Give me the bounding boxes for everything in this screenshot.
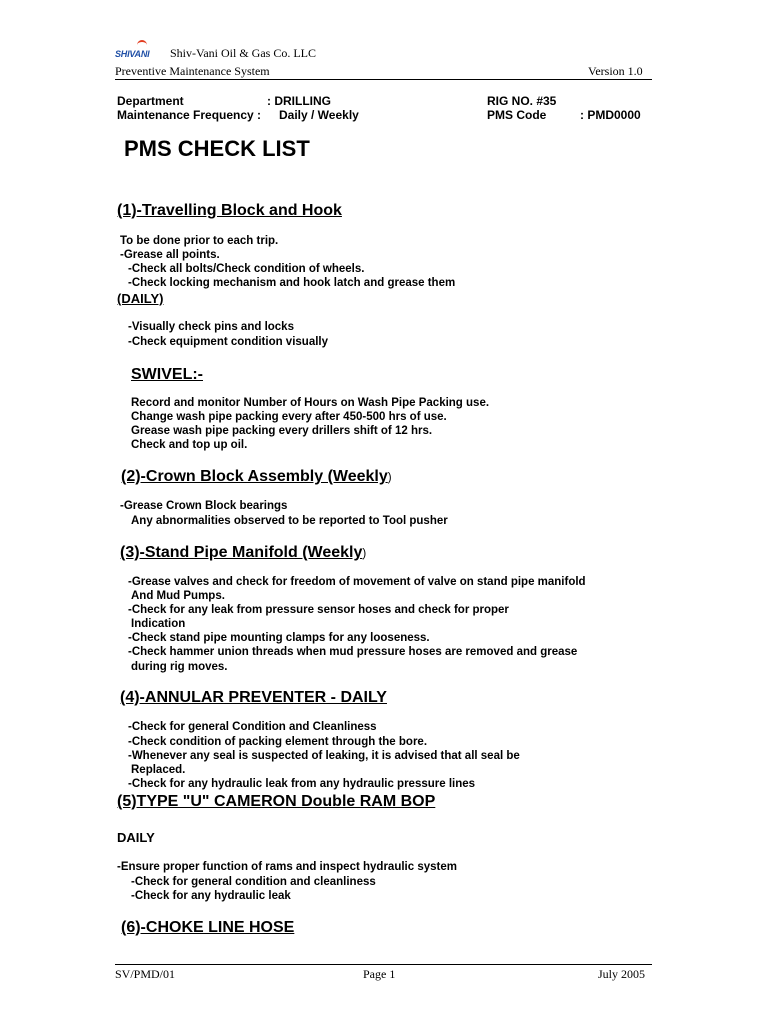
section-2-paren: )	[387, 472, 392, 484]
rig-number: RIG NO. #35	[487, 94, 557, 108]
section-4-heading: (4)-ANNULAR PREVENTER - DAILY	[120, 689, 387, 706]
company-name: Shiv-Vani Oil & Gas Co. LLC	[170, 46, 316, 60]
page-title: PMS CHECK LIST	[124, 136, 310, 161]
company-logo	[115, 44, 149, 58]
pms-code-label: PMS Code	[487, 108, 547, 122]
s3-line-6: -Check hammer union threads when mud pressure hoses are removed and grease	[128, 646, 578, 658]
s3-line-3: -Check for any leak from pressure sensor hoses and check for proper	[128, 604, 509, 616]
s3-line-5: -Check stand pipe mounting clamps for any looseness.	[128, 632, 430, 644]
version: Version 1.0	[588, 64, 643, 78]
department-label: Department	[117, 94, 184, 108]
swivel-line-3: Grease wash pipe packing every drillers shift of 12 hrs.	[131, 425, 433, 437]
s2-line-1: -Grease Crown Block bearings	[120, 500, 288, 512]
s3-line-1: -Grease valves and check for freedom of movement of valve on stand pipe manifold	[128, 576, 586, 588]
s4-line-1: -Check for general Condition and Cleanliness	[128, 721, 377, 733]
company-logo-mark: SHIVANI	[115, 49, 150, 59]
swivel-heading: SWIVEL:-	[131, 366, 203, 383]
section-2-heading	[121, 467, 392, 487]
section-3-heading	[120, 543, 366, 563]
system-name: Preventive Maintenance System	[115, 64, 270, 78]
s1-line-1: To be done prior to each trip.	[120, 235, 279, 247]
s5-line-2: -Check for general condition and cleanliness	[131, 876, 376, 888]
s1-daily-line-2: -Check equipment condition visually	[128, 336, 329, 348]
s4-line-5: -Check for any hydraulic leak from any hydraulic pressure lines	[128, 778, 476, 790]
footer-rule	[115, 964, 652, 965]
frequency-label: Maintenance Frequency :	[117, 108, 262, 122]
pms-code-value: : PMD0000	[580, 108, 641, 122]
footer-doc-code: SV/PMD/01	[115, 967, 176, 981]
section-5-heading: (5)TYPE "U" CAMERON Double RAM BOP	[117, 793, 436, 810]
frequency-value: Daily / Weekly	[279, 108, 359, 122]
s1-line-4: -Check locking mechanism and hook latch and grease them	[128, 277, 456, 289]
s3-line-7: during rig moves.	[131, 661, 228, 673]
s5-line-1: -Ensure proper function of rams and inspect hydraulic system	[117, 861, 457, 873]
header-rule	[115, 79, 652, 80]
swivel-line-1: Record and monitor Number of Hours on Wash Pipe Packing use.	[131, 397, 490, 409]
s4-line-2: -Check condition of packing element through the bore.	[128, 736, 428, 748]
department-value: : DRILLING	[267, 94, 331, 108]
section-6-heading: (6)-CHOKE LINE HOSE	[121, 919, 295, 936]
section-3-paren: )	[362, 548, 367, 560]
swivel-line-2: Change wash pipe packing every after 450-500 hrs of use.	[131, 411, 447, 423]
s1-daily-heading: (DAILY)	[117, 291, 164, 306]
s4-line-4: Replaced.	[131, 764, 186, 776]
s1-daily-line-1: -Visually check pins and locks	[128, 321, 294, 333]
s5-daily-label: DAILY	[117, 830, 155, 845]
s1-line-3: -Check all bolts/Check condition of wheels.	[128, 263, 365, 275]
s5-line-3: -Check for any hydraulic leak	[131, 890, 291, 902]
section-1-heading: (1)-Travelling Block and Hook	[117, 202, 342, 219]
s3-line-4: Indication	[131, 618, 186, 630]
s2-line-2: Any abnormalities observed to be reported to Tool pusher	[131, 515, 448, 527]
s4-line-3: -Whenever any seal is suspected of leaking, it is advised that all seal be	[128, 750, 520, 762]
footer-page-number: Page 1	[363, 967, 396, 981]
section-2-title: (2)-Crown Block Assembly (Weekly	[121, 468, 388, 485]
footer-date: July 2005	[598, 967, 646, 981]
s3-line-2: And Mud Pumps.	[131, 590, 225, 602]
swivel-line-4: Check and top up oil.	[131, 439, 248, 451]
s1-line-2: -Grease all points.	[120, 249, 220, 261]
section-3-title: (3)-Stand Pipe Manifold (Weekly	[120, 544, 363, 561]
logo-arc-icon	[137, 40, 147, 48]
